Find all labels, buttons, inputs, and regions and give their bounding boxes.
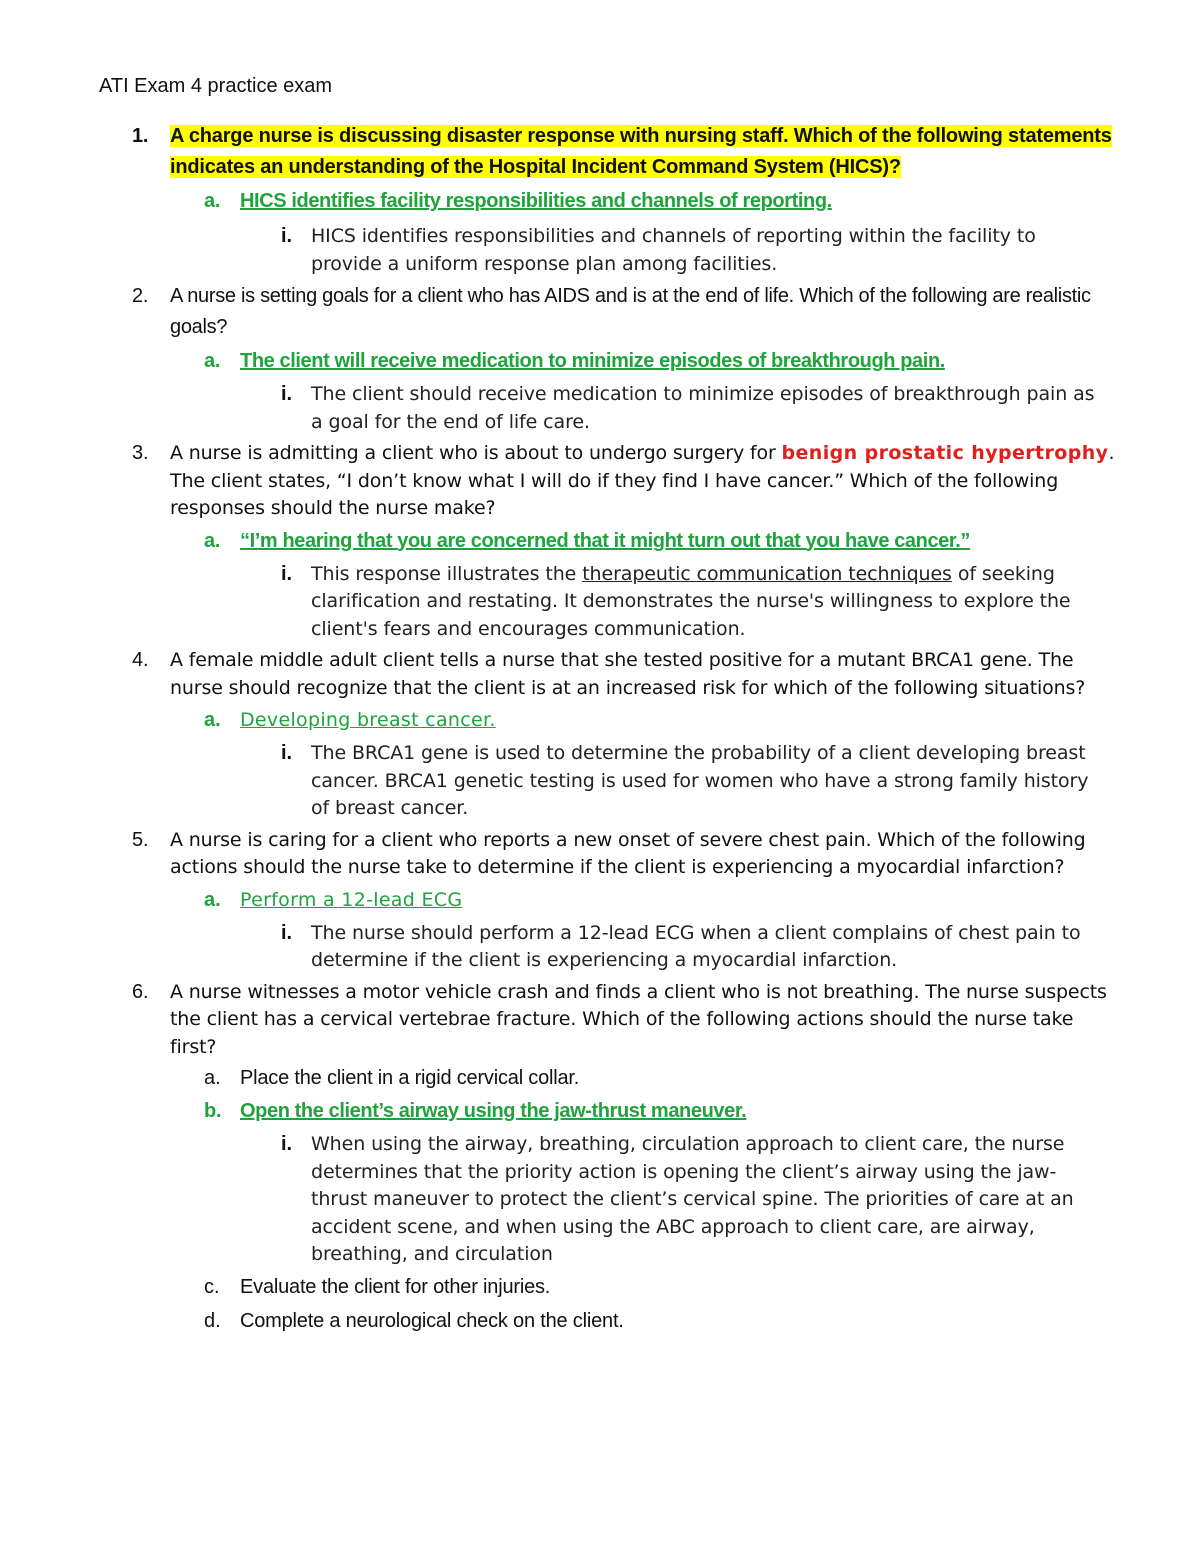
question-text: A nurse is caring for a client who reports a new onset of severe chest pain. Which of the following actions should the nurse take to determine if the client is experiencing a myocardial infarction?: [170, 828, 1086, 878]
correct-answer: The client will receive medication to minimize episodes of breakthrough pain.: [240, 350, 945, 372]
option-text: Place the client in a rigid cervical collar.: [240, 1067, 580, 1089]
option-label: b.: [204, 1100, 222, 1122]
question-number: 5.: [132, 828, 149, 851]
document-title: ATI Exam 4 practice exam: [99, 75, 333, 97]
correct-answer: Perform a 12-lead ECG: [240, 888, 463, 911]
option-label: a.: [204, 529, 221, 552]
answer-option-d: [204, 1306, 1120, 1337]
answer-option: [204, 526, 1120, 557]
question-text: A female middle adult client tells a nurse that she tested positive for a mutant BRCA1 gene. The nurse should recognize that the client is at an increased risk for which of the following situations?: [170, 649, 1086, 699]
question-text-start: A nurse is admitting a client who is about to undergo surgery for: [170, 442, 776, 464]
therapeutic-communication-link[interactable]: therapeutic communication techniques: [582, 562, 952, 585]
question-2: [132, 281, 1115, 343]
option-label: c.: [204, 1275, 220, 1298]
answer-option-c: [204, 1272, 1120, 1303]
option-label: a.: [204, 1067, 221, 1089]
rationale: [281, 1131, 1111, 1269]
correct-answer: Developing breast cancer.: [240, 709, 496, 731]
rationale-text-end: of seeking clarification and restating. It demonstrates the nurse's willingness to explore the client's fears and encourages communication.: [311, 562, 1071, 640]
question-number: 1.: [132, 125, 149, 147]
answer-option-a: [204, 1063, 1120, 1094]
question-4: [132, 647, 1115, 702]
option-label: a.: [204, 709, 221, 731]
rationale-text: HICS identifies responsibilities and channels of reporting within the facility to provide a uniform response plan among facilities.: [311, 225, 1036, 275]
answer-option: [204, 186, 1120, 217]
answer-option: [204, 346, 1120, 377]
question-list: [0, 121, 1200, 1337]
rationale-label: i.: [281, 383, 292, 405]
option-text: Complete a neurological check on the client.: [240, 1309, 624, 1332]
rationale: [281, 561, 1111, 644]
question-text: A charge nurse is discussing disaster response with nursing staff. Which of the following statements indicates an understanding of the Hospital Incident Command System (HICS)?: [170, 125, 1112, 178]
rationale-text: When using the airway, breathing, circulation approach to client care, the nurse determines that the priority action is opening the client’s airway using the jaw-thrust maneuver to protect the client’s cervical spine. The priorities of care at an accident scene, and when using the ABC approach to client care, are airway, breathing, and circulation: [311, 1133, 1074, 1265]
option-label: a.: [204, 888, 221, 911]
answer-option: [204, 885, 1120, 916]
question-text: A nurse witnesses a motor vehicle crash and finds a client who is not breathing. The nurse suspects the client has a cervical vertebrae fracture. Which of the following actions should the nurse take first?: [170, 980, 1107, 1058]
question-6: [132, 979, 1115, 1062]
question-number: 4.: [132, 649, 149, 671]
option-label: d.: [204, 1309, 221, 1332]
question-1: [132, 121, 1115, 183]
rationale: [281, 740, 1111, 823]
highlighted-term: benign prostatic hypertrophy: [781, 442, 1109, 464]
answer-option: [204, 705, 1120, 736]
rationale: [281, 920, 1111, 975]
rationale-label: i.: [281, 225, 292, 247]
option-label: a.: [204, 350, 221, 372]
question-number: 3.: [132, 442, 149, 464]
rationale-label: i.: [281, 1133, 292, 1155]
rationale-text: The nurse should perform a 12-lead ECG when a client complains of chest pain to determine if the client is experiencing a myocardial infarction.: [311, 921, 1081, 971]
rationale: [281, 381, 1111, 436]
rationale: [281, 223, 1111, 278]
correct-answer: HICS identifies facility responsibilities and channels of reporting.: [240, 190, 832, 212]
rationale-label: i.: [281, 921, 292, 944]
question-number: 2.: [132, 285, 149, 307]
rationale-label: i.: [281, 562, 292, 585]
correct-answer: Open the client’s airway using the jaw-thrust maneuver.: [240, 1100, 747, 1122]
correct-answer: “I’m hearing that you are concerned that it might turn out that you have cancer.”: [240, 529, 970, 552]
option-text: Evaluate the client for other injuries.: [240, 1275, 551, 1298]
rationale-label: i.: [281, 742, 292, 764]
question-5: [132, 827, 1115, 882]
option-label: a.: [204, 190, 221, 212]
question-text: A nurse is setting goals for a client who has AIDS and is at the end of life. Which of the following are realistic goals?: [170, 285, 1091, 338]
question-text-end: . The client states, “I don’t know what I will do if they find I have cancer.” Which of the following responses should the nurse make?: [170, 442, 1115, 519]
rationale-text-start: This response illustrates the: [311, 562, 577, 585]
rationale-text: The client should receive medication to minimize episodes of breakthrough pain as a goal for the end of life care.: [311, 383, 1095, 433]
answer-option-b: [204, 1096, 1120, 1127]
rationale-text: The BRCA1 gene is used to determine the probability of a client developing breast cancer. BRCA1 genetic testing is used for women who have a strong family history of breast cancer.: [311, 742, 1089, 819]
question-number: 6.: [132, 980, 149, 1003]
question-3: [132, 440, 1115, 523]
